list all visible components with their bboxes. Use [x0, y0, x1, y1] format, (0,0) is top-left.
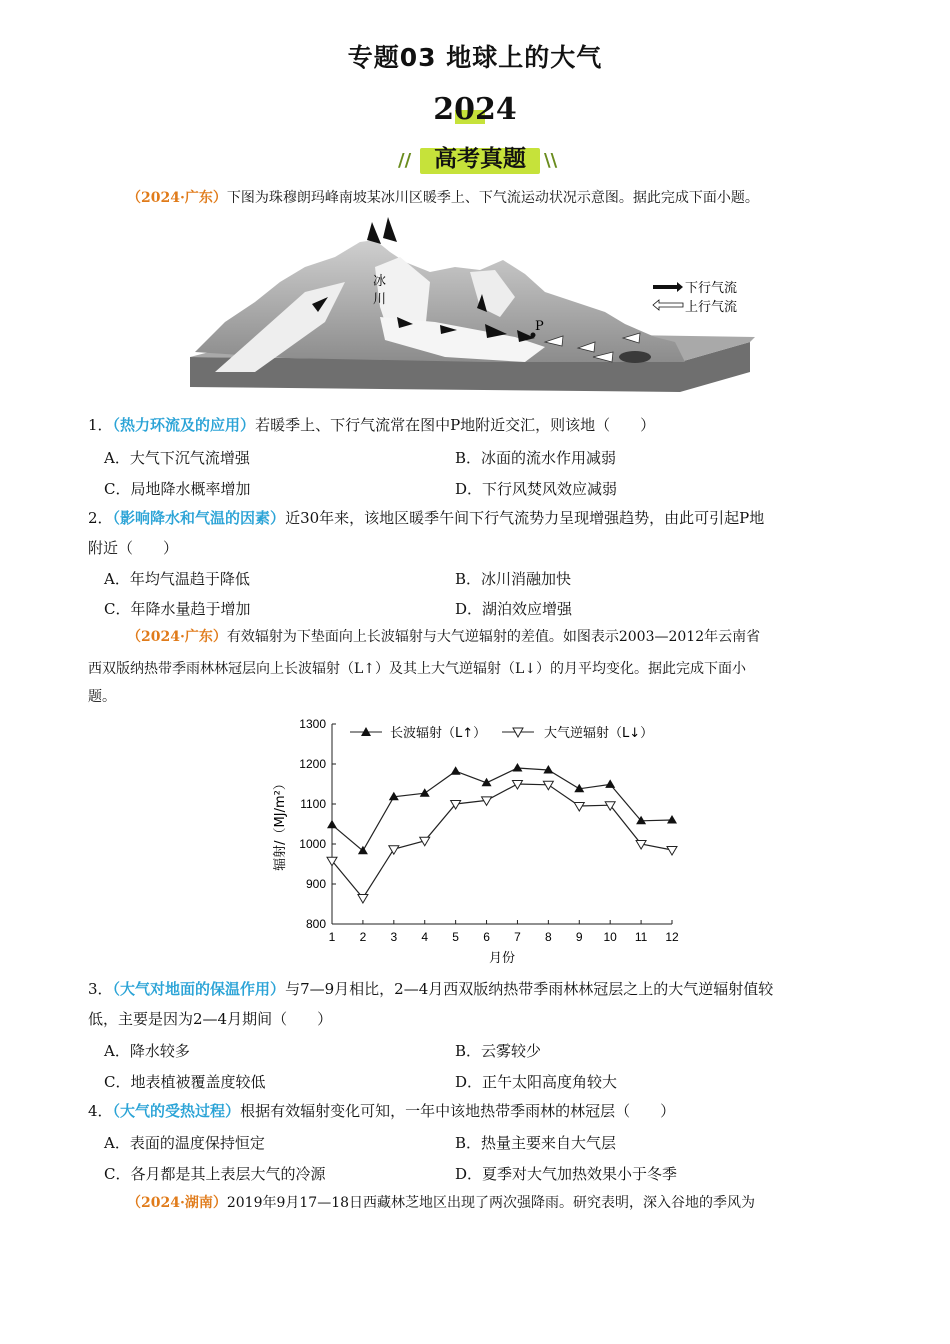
q4-option-b[interactable]: B．热量主要来自大气层	[455, 1134, 617, 1152]
question-4-stem: 4．（大气的受热过程）根据有效辐射变化可知，一年中该地热带季雨林的林冠层（ ）	[88, 1102, 676, 1120]
x-tick-label: 9	[575, 930, 583, 944]
q1-option-b[interactable]: B．冰面的流水作用减弱	[455, 449, 617, 467]
legend-up-arrow-icon	[653, 300, 683, 310]
series-line-1	[332, 768, 672, 851]
x-tick-label: 12	[665, 930, 679, 944]
question-1-stem: 1．（热力环流及的应用）若暖季上、下行气流常在图中P地附近交汇，则该地（ ）	[88, 416, 656, 434]
q2-option-b[interactable]: B．冰川消融加快	[455, 570, 572, 588]
series-1-point	[512, 763, 522, 772]
q3-option-d[interactable]: D．正午太阳高度角较大	[455, 1073, 618, 1091]
question-2-stem-cont: 附近（ ）	[88, 539, 179, 557]
x-tick-label: 11	[634, 930, 648, 944]
point-p-label: P	[535, 319, 544, 334]
banner-slash-left-icon: //	[398, 150, 412, 171]
year-heading: 2024	[433, 92, 517, 127]
y-tick-label: 1200	[299, 757, 326, 771]
source-tag: （2024·广东）	[127, 190, 227, 206]
legend-down-label: 下行气流	[685, 281, 738, 296]
y-tick-label: 1000	[299, 837, 326, 851]
q2-option-d[interactable]: D．湖泊效应增强	[455, 600, 573, 618]
q4-option-a[interactable]: A．表面的温度保持恒定	[104, 1134, 265, 1152]
q3-option-b[interactable]: B．云雾较少	[455, 1042, 542, 1060]
intro-paragraph-2-line3: 题。	[88, 689, 116, 705]
x-tick-label: 4	[421, 930, 429, 944]
legend-down-arrow-icon	[653, 282, 683, 292]
lake	[619, 351, 651, 363]
banner-slash-right-icon: \\	[544, 150, 558, 171]
intro-paragraph-2: （2024·广东）有效辐射为下垫面向上长波辐射与大气逆辐射的差值。如图表示2003—2012年云南省	[127, 629, 761, 645]
q3-option-a[interactable]: A．降水较多	[104, 1042, 190, 1060]
q2-option-a[interactable]: A．年均气温趋于降低	[104, 570, 250, 588]
glacier-label-2: 川	[373, 292, 387, 307]
y-tick-label: 900	[305, 877, 326, 891]
series-2-point	[512, 781, 522, 790]
question-3-stem: 3．（大气对地面的保温作用）与7—9月相比，2—4月西双版纳热带季雨林林冠层之上的大气逆辐射值较	[88, 980, 774, 998]
x-tick-label: 1	[328, 930, 336, 944]
y-axis-label: 辐射/（MJ/m²）	[273, 777, 288, 871]
radiation-line-chart	[262, 712, 692, 972]
x-tick-label: 3	[390, 930, 398, 944]
x-tick-label: 6	[483, 930, 490, 944]
q3-option-c[interactable]: C．地表植被覆盖度较低	[104, 1073, 266, 1091]
series-2-point	[389, 846, 399, 855]
y-tick-label: 800	[305, 917, 326, 931]
y-tick-label: 1100	[300, 797, 326, 811]
q1-option-a[interactable]: A．大气下沉气流增强	[104, 449, 250, 467]
legend-up-label: 上行气流	[685, 300, 738, 315]
series-line-2	[332, 784, 672, 898]
y-tick-label: 1300	[299, 717, 326, 731]
intro-paragraph-3: （2024·湖南）2019年9月17—18日西藏林芝地区出现了两次强降雨。研究表明，深入谷地的季风为	[127, 1195, 756, 1211]
q4-option-d[interactable]: D．夏季对大气加热效果小于冬季	[455, 1165, 678, 1183]
series-2-point	[358, 895, 368, 904]
x-tick-label: 5	[452, 930, 459, 944]
series-1-point	[327, 820, 337, 829]
x-axis-label: 月份	[488, 951, 516, 966]
intro-text: 下图为珠穆朗玛峰南坡某冰川区暖季上、下气流运动状况示意图。据此完成下面小题。	[226, 190, 759, 206]
page-title: 专题03 地球上的大气	[347, 43, 603, 72]
question-3-stem-cont: 低，主要是因为2—4月期间（ ）	[88, 1010, 333, 1028]
x-tick-label: 2	[359, 930, 367, 944]
q1-option-d[interactable]: D．下行风焚风效应减弱	[455, 480, 618, 498]
x-tick-label: 7	[514, 930, 521, 944]
section-banner	[398, 140, 563, 174]
intro-paragraph-2-line2: 西双版纳热带季雨林林冠层向上长波辐射（L↑）及其上大气逆辐射（L↓）的月平均变化。据此完成下面小	[88, 661, 747, 677]
glacier-label-1: 冰	[373, 274, 387, 289]
series-2-point	[543, 781, 553, 790]
series-1-point	[420, 788, 430, 797]
legend-label-2: 大气逆辐射（L↓）	[544, 726, 654, 741]
question-2-stem: 2．（影响降水和气温的因素）近30年来，该地区暖季午间下行气流势力呈现增强趋势，由此可引起P地	[88, 509, 765, 527]
banner-label: 高考真题	[434, 146, 526, 172]
q1-option-c[interactable]: C．局地降水概率增加	[104, 480, 251, 498]
intro-paragraph-1	[127, 185, 867, 212]
series-2-point	[667, 847, 677, 856]
x-tick-label: 8	[545, 930, 552, 944]
series-1-point	[667, 815, 677, 824]
series-1-point	[451, 766, 461, 775]
series-2-point	[574, 803, 584, 812]
glacier-airflow-figure	[185, 212, 765, 408]
q4-option-c[interactable]: C．各月都是其上表层大气的冷源	[104, 1165, 326, 1183]
x-tick-label: 10	[603, 930, 617, 944]
series-1-point	[605, 779, 615, 788]
q2-option-c[interactable]: C．年降水量趋于增加	[104, 600, 251, 618]
legend-label-1: 长波辐射（L↑）	[390, 726, 487, 741]
